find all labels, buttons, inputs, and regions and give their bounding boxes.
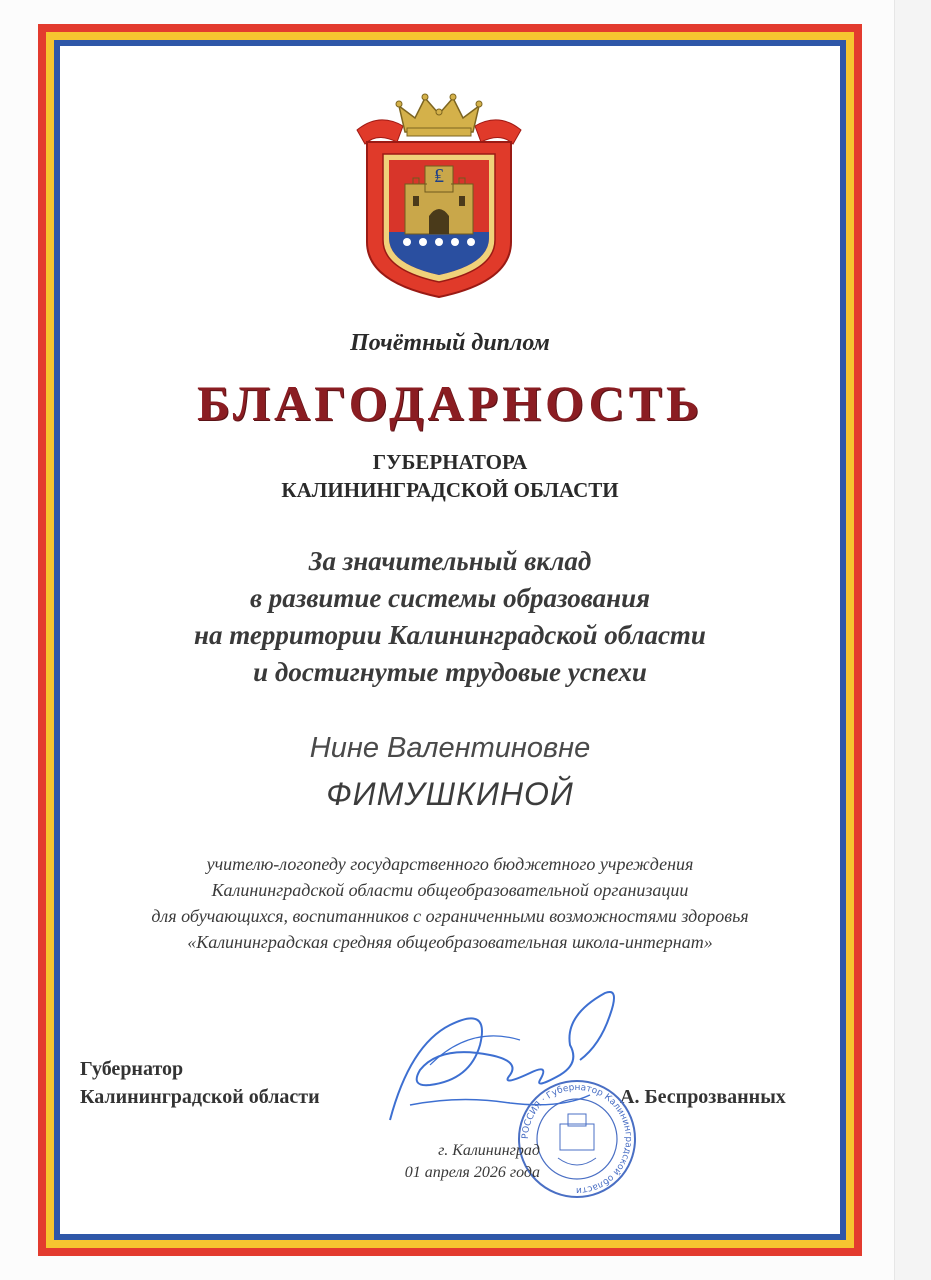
signer-title-line-1: Губернатор bbox=[80, 1058, 184, 1080]
kaliningrad-coat-of-arms-icon bbox=[353, 92, 525, 302]
reason-line: и достигнутые трудовые успехи bbox=[253, 657, 647, 687]
signer-title-line-2: Калининградской области bbox=[80, 1086, 320, 1108]
svg-text:РОССИЯ · Губернатор Калинингра: РОССИЯ · Губернатор Калининградской области bbox=[520, 1082, 634, 1196]
recipient-given-name: Нине Валентиновне bbox=[309, 732, 591, 764]
svg-text:₤: ₤ bbox=[434, 163, 444, 187]
scan-edge bbox=[894, 0, 931, 1280]
position-line: «Калининградская средняя общеобразовательная школа-интернат» bbox=[187, 932, 713, 952]
signer-name: А. Беспрозванных bbox=[620, 1086, 786, 1108]
position-line: для обучающихся, воспитанников с ограниченными возможностями здоровья bbox=[151, 906, 749, 926]
recipient-surname: ФИМУШКИНОЙ bbox=[326, 776, 574, 812]
issue-place: г. Калининград bbox=[438, 1142, 540, 1159]
reason-line: в развитие системы образования bbox=[249, 583, 651, 613]
official-seal-icon bbox=[514, 1076, 640, 1202]
position-line: Калининградской области общеобразовательной организации bbox=[211, 880, 689, 900]
issuer-line-1: ГУБЕРНАТОРА bbox=[372, 450, 528, 474]
issuer-line-2: КАЛИНИНГРАДСКОЙ ОБЛАСТИ bbox=[281, 478, 619, 502]
diploma-kind: Почётный диплом bbox=[350, 330, 550, 356]
diploma-title: БЛАГОДАРНОСТЬ bbox=[196, 375, 704, 431]
reason-line: на территории Калининградской области bbox=[194, 620, 706, 650]
position-line: учителю-логопеду государственного бюджетного учреждения bbox=[206, 854, 694, 874]
reason-line: За значительный вклад bbox=[308, 546, 592, 576]
issue-date: 01 апреля 2026 года bbox=[404, 1164, 540, 1181]
